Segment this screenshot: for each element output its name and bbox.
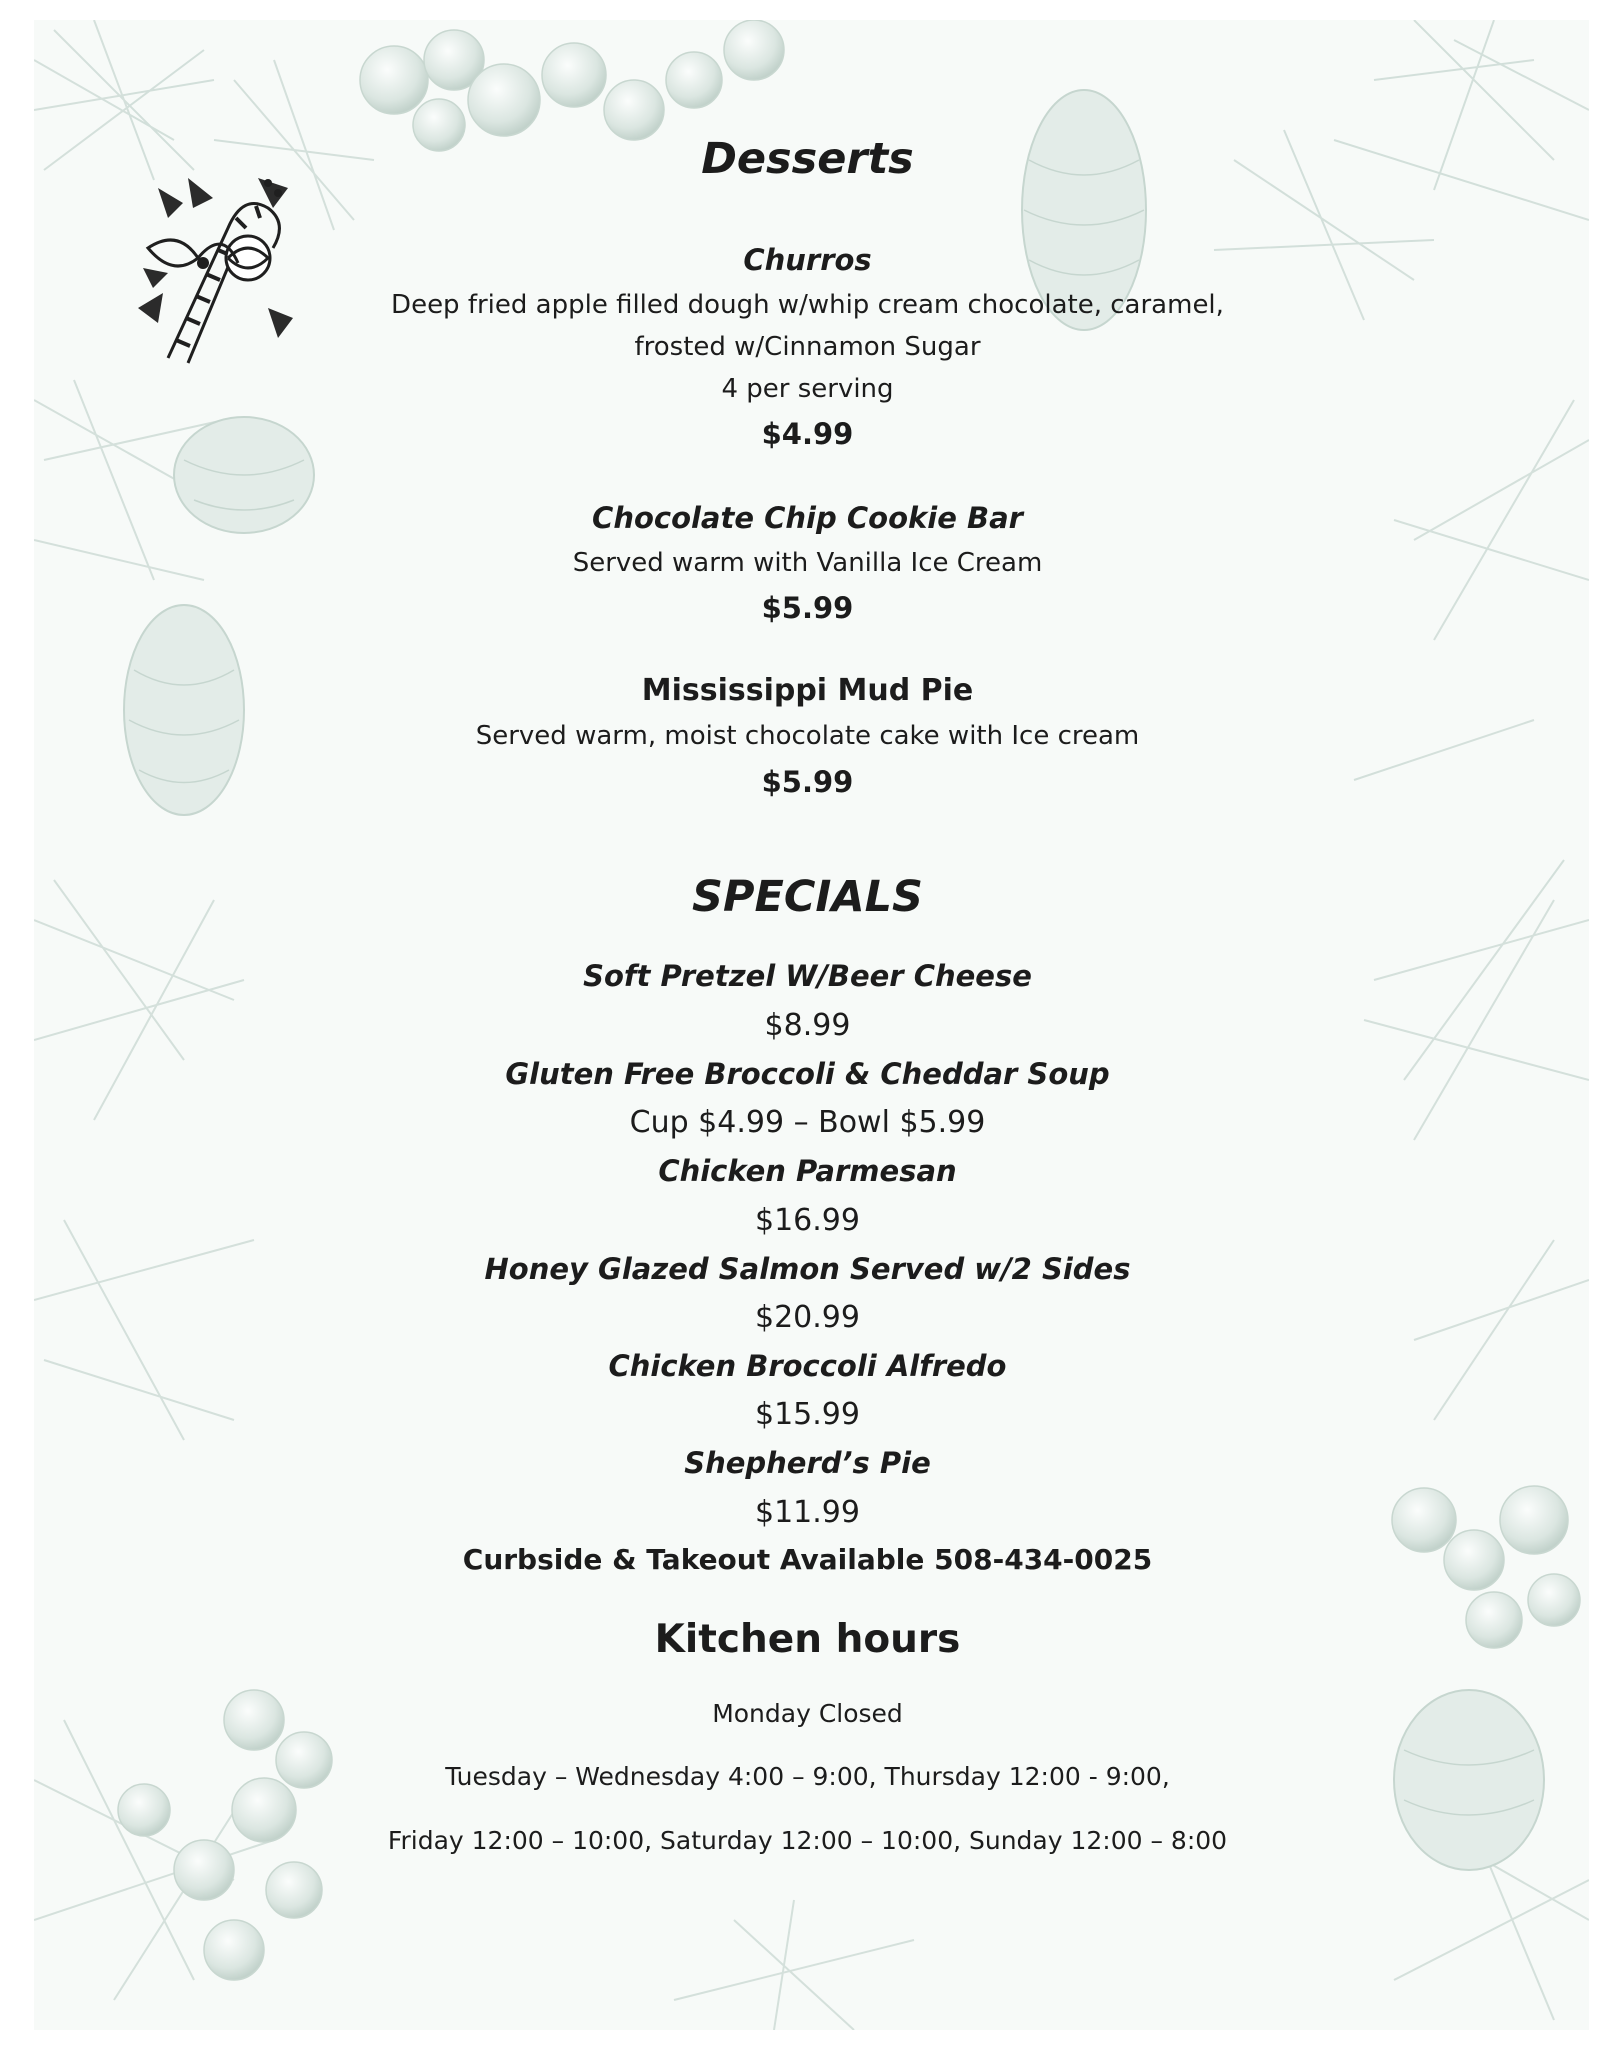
dessert-name-churros: Churros: [743, 243, 872, 277]
dessert-description-line: 4 per serving: [721, 374, 894, 404]
special-name: Chicken Broccoli Alfredo: [608, 1349, 1007, 1383]
desserts-heading: Desserts: [701, 134, 914, 184]
dessert-name-mud-pie: Mississippi Mud Pie: [641, 673, 974, 708]
special-name: Honey Glazed Salmon Served w/2 Sides: [484, 1252, 1131, 1286]
special-price: $16.99: [755, 1203, 860, 1238]
kitchen-hours-line: Tuesday – Wednesday 4:00 – 9:00, Thursday 12:00 - 9:00,: [445, 1762, 1170, 1791]
special-price: Cup $4.99 – Bowl $5.99: [629, 1105, 986, 1140]
kitchen-hours-line: Monday Closed: [712, 1699, 903, 1728]
special-price: $15.99: [755, 1397, 860, 1432]
dessert-price-mud-pie: $5.99: [761, 765, 854, 799]
dessert-description-line: Served warm, moist chocolate cake with Ice cream: [475, 721, 1140, 751]
dessert-price-cookie-bar: $5.99: [761, 591, 854, 625]
specials-heading: SPECIALS: [691, 872, 924, 922]
dessert-description-line: Deep fried apple filled dough w/whip cream chocolate, caramel,: [391, 290, 1224, 320]
dessert-description-line: Served warm with Vanilla Ice Cream: [572, 548, 1043, 578]
special-price: $8.99: [764, 1008, 851, 1043]
special-name: Shepherd’s Pie: [684, 1446, 931, 1480]
dessert-name-cookie-bar: Chocolate Chip Cookie Bar: [592, 501, 1023, 535]
special-name: Gluten Free Broccoli & Cheddar Soup: [505, 1057, 1110, 1091]
kitchen-hours-heading: Kitchen hours: [654, 1617, 961, 1662]
kitchen-hours-line: Friday 12:00 – 10:00, Saturday 12:00 – 10:00, Sunday 12:00 – 8:00: [387, 1826, 1228, 1855]
dessert-price-churros: $4.99: [761, 417, 854, 451]
curbside-takeout-phone: Curbside & Takeout Available 508-434-0025: [462, 1543, 1153, 1576]
special-name: Chicken Parmesan: [658, 1154, 957, 1188]
dessert-description-line: frosted w/Cinnamon Sugar: [634, 332, 981, 362]
special-price: $11.99: [755, 1495, 860, 1530]
special-price: $20.99: [755, 1300, 860, 1335]
special-name: Soft Pretzel W/Beer Cheese: [583, 959, 1032, 993]
